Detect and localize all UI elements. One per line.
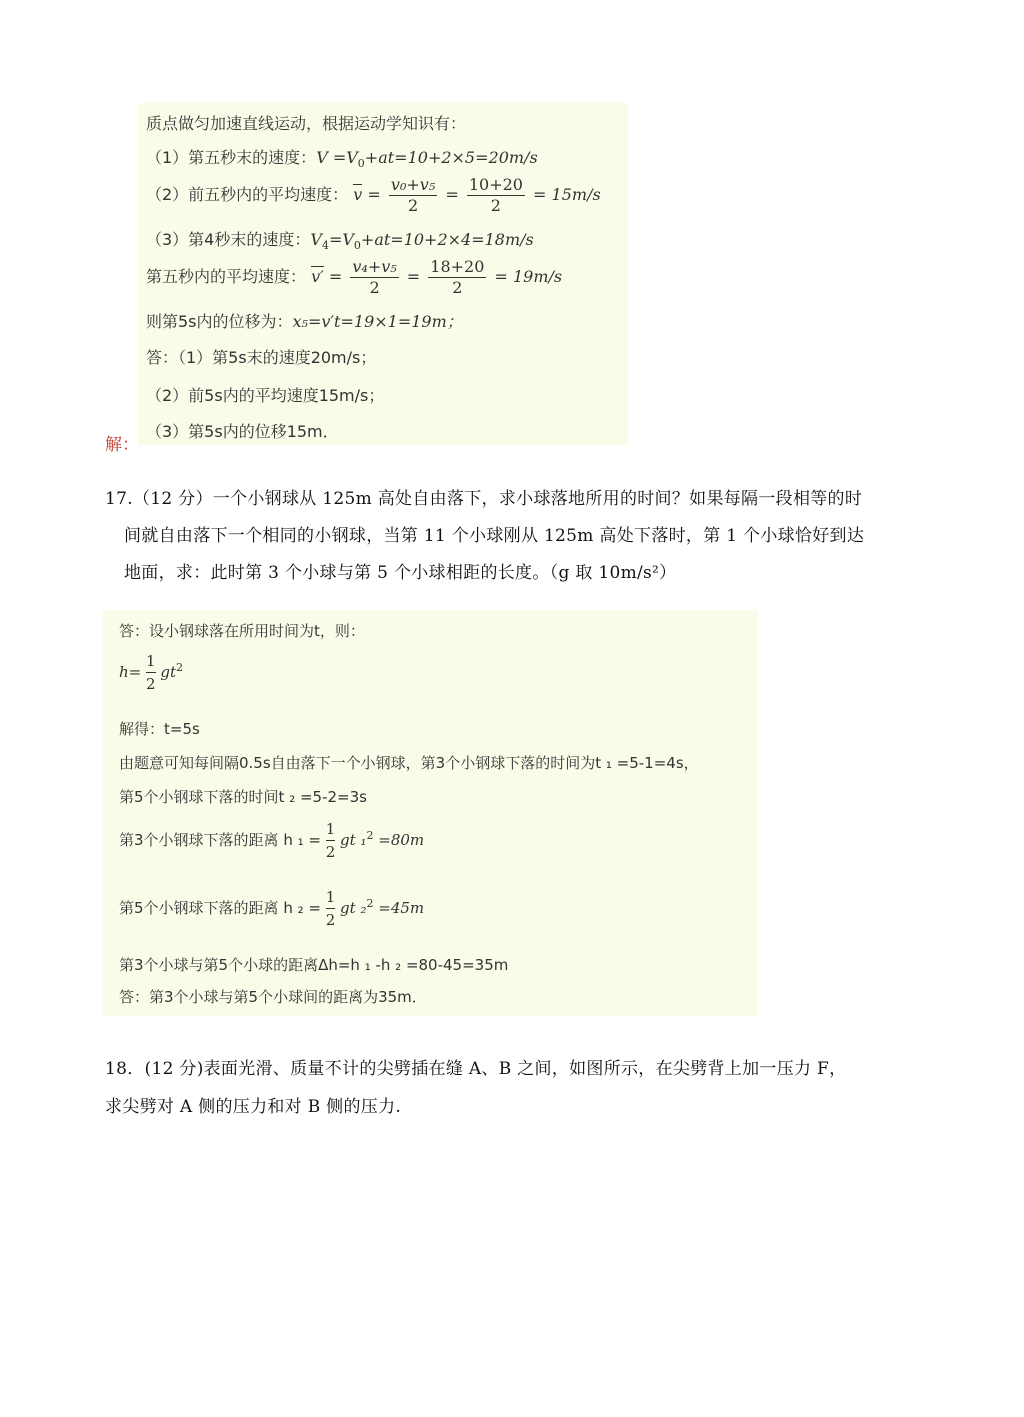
answer-line: （2）前五秒内的平均速度： v = $\frac{\text{v₀+v₅}}{2}$ = $\frac{10+20}{2}$ = 15m/s	[146, 175, 601, 215]
question-18-line-2: 求尖劈对 A 侧的压力和对 B 侧的压力.	[105, 1097, 402, 1117]
fraction: $\frac{\text{v₀+v₅}}{2}$	[390, 175, 436, 215]
answer-line: （1）第五秒末的速度：$V =V_0+at=10+2\times 5=20m/s$	[146, 148, 538, 170]
solution-label: 解：	[105, 435, 139, 455]
answer-line: h= $\frac{1}{2}$ $gt^2$	[119, 652, 183, 693]
answer-line: 答：设小钢球落在所用时间为t，则：	[119, 622, 365, 640]
answer-line: 第五秒内的平均速度： v′ = $\frac{\text{v₄+v₅}}{2}$ = $\frac{18+20}{2}$ = 19m/s	[146, 257, 563, 297]
fraction: $\frac{\text{v₄+v₅}}{2}$	[352, 257, 397, 297]
answer-line: 由题意可知每间隔0.5s自由落下一个小钢球，第3个小钢球下落的时间为t ₁ =5-1=4s，	[119, 754, 699, 772]
answer-line: 第3个小钢球下落的距离 h ₁ = $\frac{1}{2}$ gt ₁$^2$ =80m	[119, 820, 425, 861]
fraction: $\frac{1}{2}$	[325, 888, 336, 929]
answer-line: 答：（1）第5s末的速度20m/s；	[146, 348, 377, 367]
answer-line: 解得：t=5s	[119, 720, 200, 738]
answer-box-1	[138, 103, 628, 445]
fraction: $\frac{18+20}{2}$	[430, 257, 485, 297]
answer-box-2	[103, 610, 757, 1016]
question-18-line-1: 18．(12 分)表面光滑、质量不计的尖劈插在缝 A、B 之间，如图所示，在尖劈背上加一压力 F，	[105, 1059, 847, 1079]
answer-line: 质点做匀加速直线运动，根据运动学知识有：	[146, 114, 467, 133]
answer-line: 第5个小钢球下落的距离 h ₂ = $\frac{1}{2}$ gt ₂$^2$ =45m	[119, 888, 425, 929]
fraction: $\frac{1}{2}$	[146, 652, 156, 693]
answer-line: 第5个小钢球下落的时间t ₂ =5-2=3s	[119, 788, 367, 806]
answer-line: 第3个小球与第5个小球的距离Δh=h ₁ -h ₂ =80-45=35m	[119, 956, 509, 974]
fraction: $\frac{1}{2}$	[325, 820, 336, 861]
question-17-line-2: 间就自由落下一个相同的小钢球，当第 11 个小球刚从 125m 高处下落时，第 1 个小球恰好到达	[124, 526, 865, 546]
answer-line: （3）第5s内的位移15m．	[146, 422, 339, 441]
answer-line: （3）第4秒末的速度：$V_4=V_0+at=10+2\times 4=18m/s$	[146, 230, 534, 252]
answer-line: 则第5s内的位移为：x₅=v′t=19×1=19m；	[146, 312, 463, 331]
question-17-line-1: 17.（12 分）一个小钢球从 125m 高处自由落下，求小球落地所用的时间？如果每隔一段相等的时	[105, 489, 863, 509]
answer-line: 答：第3个小球与第5个小球间的距离为35m．	[119, 988, 427, 1006]
fraction: $\frac{10+20}{2}$	[468, 175, 523, 215]
question-17-line-3: 地面，求：此时第 3 个小球与第 5 个小球相距的长度。（g 取 10m/s²）	[124, 563, 677, 583]
answer-line: （2）前5s内的平均速度15m/s；	[146, 386, 385, 405]
